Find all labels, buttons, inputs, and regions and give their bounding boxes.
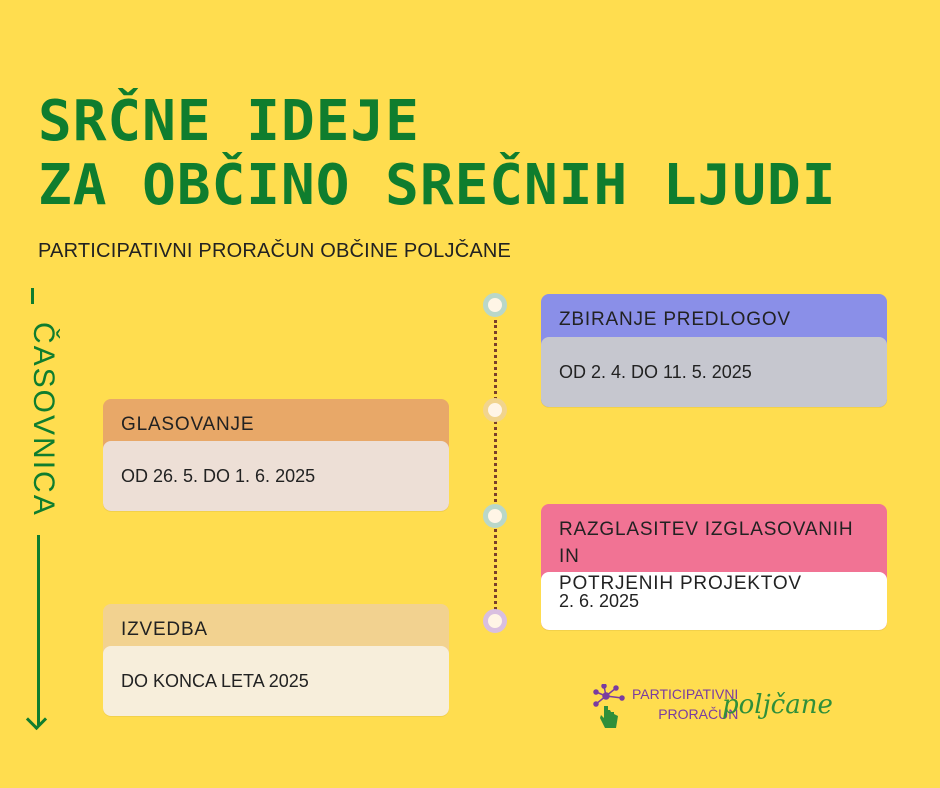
card-date: OD 2. 4. DO 11. 5. 2025 <box>541 337 887 407</box>
timeline-node-4 <box>483 609 507 633</box>
timeline-card-zbiranje <box>541 294 887 407</box>
card-title: ZBIRANJE PREDLOGOV <box>559 309 791 330</box>
hand-network-icon <box>592 684 628 732</box>
card-title <box>541 504 887 594</box>
card-title: GLASOVANJE <box>121 414 255 435</box>
title-line-2: ZA OBČINO SREČNIH LJUDI <box>38 153 837 218</box>
side-label: ČASOVNICA <box>27 322 60 517</box>
card-date: OD 26. 5. DO 1. 6. 2025 <box>103 441 449 511</box>
title-line-1: SRČNE IDEJE <box>38 89 420 154</box>
logo-line-2: PRORAČUN <box>658 706 739 722</box>
timeline-card-razglasitev <box>541 504 887 630</box>
timeline-card-izvedba <box>103 604 449 716</box>
timeline-card-glasovanje <box>103 399 449 511</box>
side-dash <box>31 288 34 304</box>
logo <box>592 684 832 740</box>
logo-line-1: PARTICIPATIVNI <box>632 686 739 702</box>
timeline-node-3 <box>483 504 507 528</box>
card-title-line-2: POTRJENIH PROJEKTOV <box>559 573 802 594</box>
card-date: DO KONCA LETA 2025 <box>103 646 449 716</box>
arrow-down-icon <box>26 709 47 730</box>
card-title: IZVEDBA <box>121 619 208 640</box>
timeline-node-1 <box>483 293 507 317</box>
timeline-node-2 <box>483 398 507 422</box>
page-subtitle: PARTICIPATIVNI PRORAČUN OBČINE POLJČANE <box>38 240 512 262</box>
logo-script: poljčane <box>722 690 833 720</box>
card-date: 2. 6. 2025 <box>541 572 887 630</box>
timeline-line <box>494 320 497 610</box>
card-title-line-1: RAZGLASITEV IZGLASOVANIH IN <box>559 519 854 567</box>
page-title <box>38 90 836 218</box>
side-arrow-line <box>37 535 40 725</box>
